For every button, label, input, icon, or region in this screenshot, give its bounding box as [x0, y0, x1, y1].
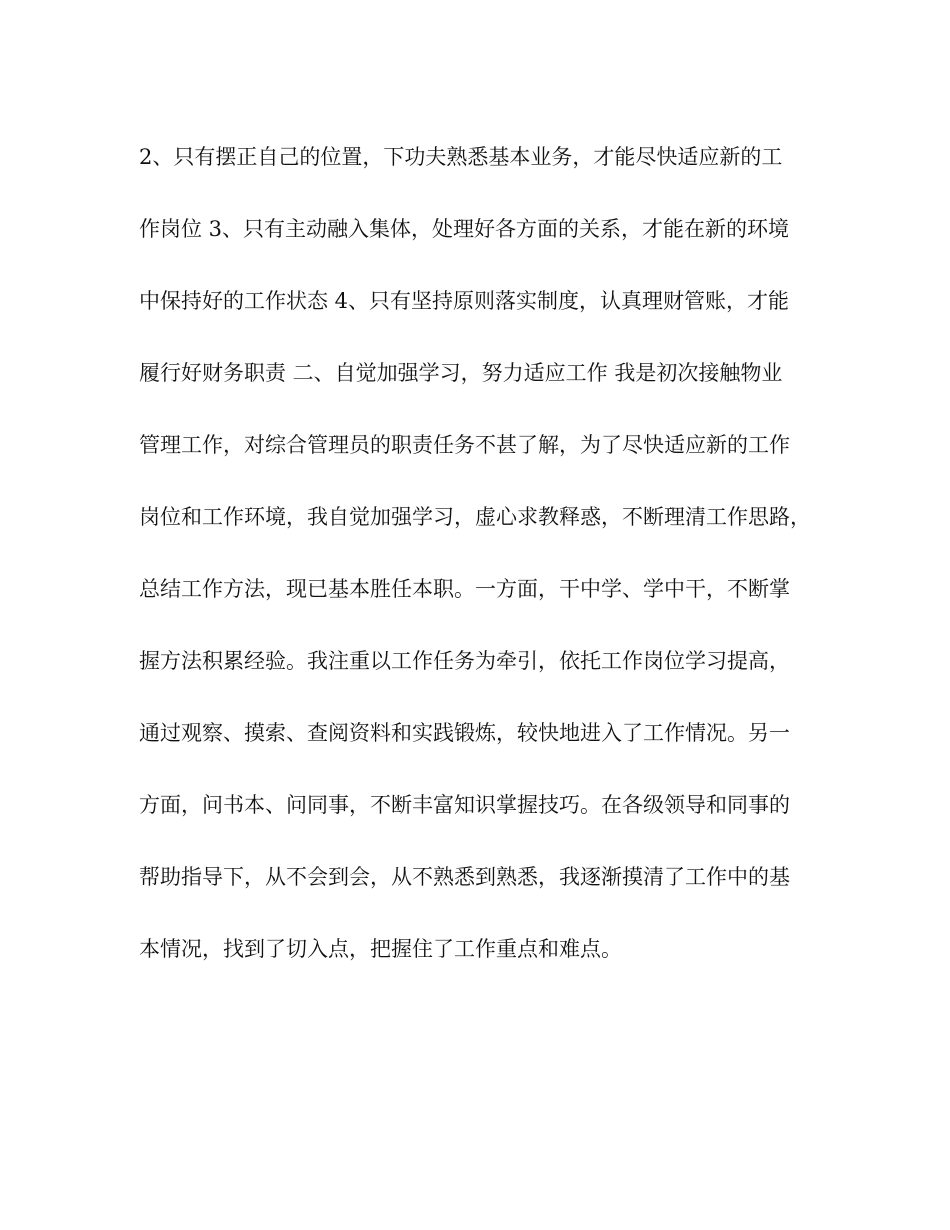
text-line: 本情况，找到了切入点，把握住了工作重点和难点。: [139, 937, 622, 961]
text-line: 握方法积累经验。我注重以工作任务为牵引，依托工作岗位学习提高，: [139, 649, 790, 673]
text-line: 2、只有摆正自己的位置，下功夫熟悉基本业务，才能尽快适应新的工: [139, 145, 783, 169]
text-line: 通过观察、摸索、查阅资料和实践锻炼，较快地进入了工作情况。另一: [139, 721, 790, 745]
text-line: 履行好财务职责 二、自觉加强学习，努力适应工作 我是初次接触物业: [139, 361, 783, 385]
text-line: 方面，问书本、问同事，不断丰富知识掌握技巧。在各级领导和同事的: [139, 793, 790, 817]
text-line: 帮助指导下，从不会到会，从不熟悉到熟悉，我逐渐摸清了工作中的基: [139, 865, 790, 889]
text-line: 总结工作方法，现已基本胜任本职。一方面，干中学、学中干，不断掌: [139, 577, 790, 601]
text-line: 管理工作，对综合管理员的职责任务不甚了解，为了尽快适应新的工作: [139, 433, 790, 457]
text-line: 岗位和工作环境，我自觉加强学习，虚心求教释惑，不断理清工作思路，: [139, 505, 811, 529]
text-line: 中保持好的工作状态 4、只有坚持原则落实制度，认真理财管账，才能: [139, 289, 790, 313]
text-line: 作岗位 3、只有主动融入集体，处理好各方面的关系，才能在新的环境: [139, 217, 790, 241]
